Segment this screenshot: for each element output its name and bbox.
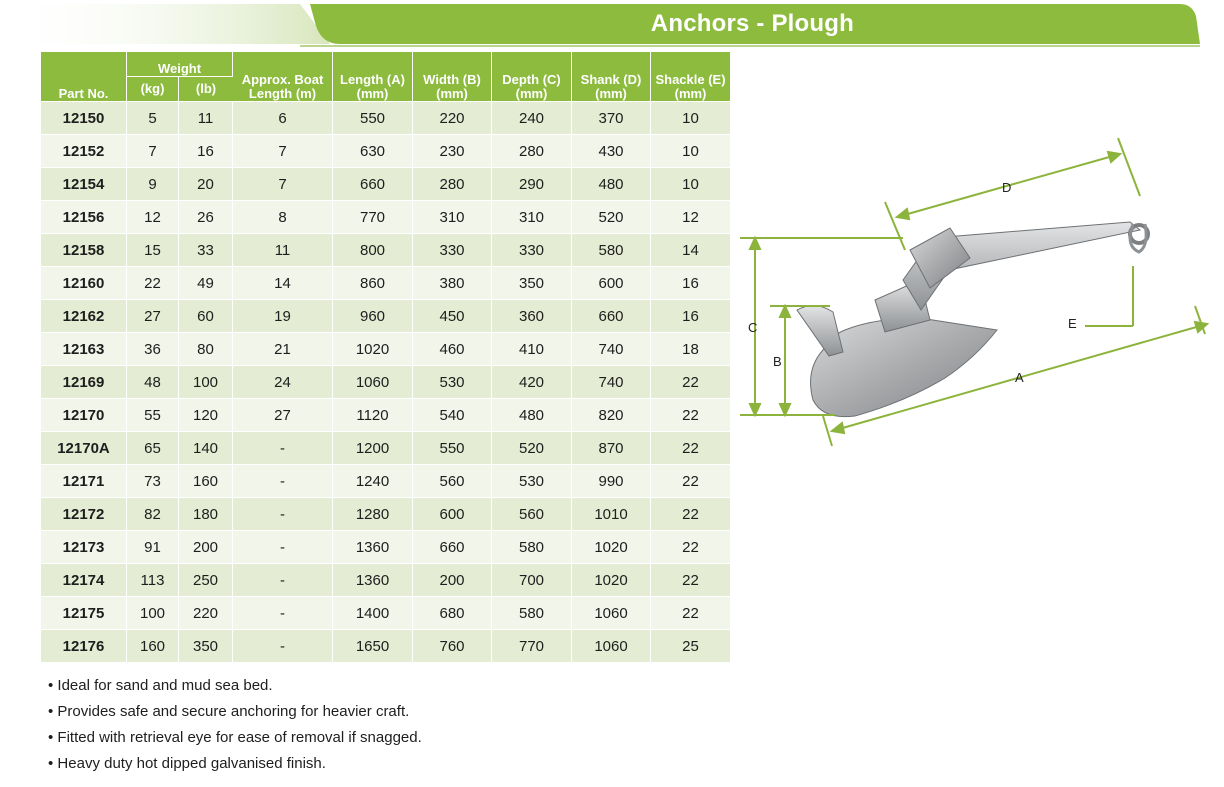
cell-length-a: 1120 [333,398,413,431]
cell-shank-d: 820 [572,398,651,431]
table-row [41,596,730,629]
cell-length-a: 1020 [333,332,413,365]
cell-shackle-e: 10 [651,101,730,134]
table-row [41,332,730,365]
cell-depth-c: 410 [492,332,572,365]
cell-weight-kg: 65 [127,431,179,464]
cell-weight-kg: 100 [127,596,179,629]
cell-boat-length: 14 [233,266,333,299]
cell-depth-c: 330 [492,233,572,266]
cell-shank-d: 520 [572,200,651,233]
cell-weight-kg: 73 [127,464,179,497]
cell-shackle-e: 14 [651,233,730,266]
cell-boat-length: 21 [233,332,333,365]
cell-boat-length: 8 [233,200,333,233]
cell-width-b: 280 [413,167,492,200]
header-width-line2: (mm) [436,86,468,101]
header-boat-line2: Length (m) [248,86,317,101]
header-depth [492,52,572,101]
cell-depth-c: 520 [492,431,572,464]
cell-weight-lb: 33 [179,233,233,266]
cell-depth-c: 580 [492,530,572,563]
cell-length-a: 1200 [333,431,413,464]
cell-part-no: 12158 [41,233,127,266]
cell-part-no: 12170 [41,398,127,431]
cell-depth-c: 580 [492,596,572,629]
cell-weight-kg: 5 [127,101,179,134]
cell-boat-length: - [233,464,333,497]
cell-width-b: 450 [413,299,492,332]
feature-item: • Provides safe and secure anchoring for heavier craft. [48,703,422,729]
cell-boat-length: - [233,596,333,629]
table-row [41,233,730,266]
table-row [41,266,730,299]
banner-shape [0,0,1224,48]
cell-boat-length: 19 [233,299,333,332]
header-shank [572,52,651,101]
cell-weight-kg: 91 [127,530,179,563]
header-shank-line1: Shank (D) [580,72,642,87]
header-length-line2: (mm) [356,86,389,101]
cell-weight-lb: 26 [179,200,233,233]
cell-part-no: 12154 [41,167,127,200]
cell-depth-c: 420 [492,365,572,398]
cell-shank-d: 1020 [572,563,651,596]
header-part-no: Part No. [41,52,127,101]
cell-depth-c: 700 [492,563,572,596]
cell-depth-c: 240 [492,101,572,134]
cell-boat-length: 11 [233,233,333,266]
cell-shackle-e: 18 [651,332,730,365]
cell-shackle-e: 22 [651,431,730,464]
cell-depth-c: 530 [492,464,572,497]
cell-width-b: 460 [413,332,492,365]
cell-part-no: 12156 [41,200,127,233]
cell-weight-lb: 80 [179,332,233,365]
cell-boat-length: 7 [233,167,333,200]
label-e: E [1068,316,1077,331]
cell-shackle-e: 22 [651,530,730,563]
cell-width-b: 530 [413,365,492,398]
cell-shackle-e: 25 [651,629,730,662]
cell-depth-c: 770 [492,629,572,662]
cell-shank-d: 1060 [572,629,651,662]
label-b: B [773,354,782,369]
cell-weight-lb: 250 [179,563,233,596]
cell-width-b: 540 [413,398,492,431]
cell-shackle-e: 16 [651,266,730,299]
cell-part-no: 12172 [41,497,127,530]
cell-depth-c: 280 [492,134,572,167]
cell-weight-lb: 49 [179,266,233,299]
cell-width-b: 220 [413,101,492,134]
table-row [41,134,730,167]
table-row [41,200,730,233]
cell-depth-c: 360 [492,299,572,332]
cell-boat-length: - [233,629,333,662]
cell-shank-d: 1060 [572,596,651,629]
cell-shank-d: 1010 [572,497,651,530]
cell-length-a: 960 [333,299,413,332]
cell-weight-lb: 11 [179,101,233,134]
cell-shackle-e: 16 [651,299,730,332]
cell-weight-lb: 220 [179,596,233,629]
feature-item: • Heavy duty hot dipped galvanised finish. [48,755,422,781]
cell-boat-length: - [233,530,333,563]
anchor-spec-table [41,52,730,662]
cell-part-no: 12163 [41,332,127,365]
cell-boat-length: 7 [233,134,333,167]
cell-width-b: 230 [413,134,492,167]
table-row [41,398,730,431]
cell-weight-lb: 140 [179,431,233,464]
cell-boat-length: - [233,563,333,596]
cell-weight-lb: 200 [179,530,233,563]
cell-length-a: 1240 [333,464,413,497]
cell-shank-d: 600 [572,266,651,299]
cell-weight-kg: 22 [127,266,179,299]
cell-shank-d: 870 [572,431,651,464]
table-row [41,464,730,497]
cell-part-no: 12175 [41,596,127,629]
cell-shank-d: 430 [572,134,651,167]
cell-shackle-e: 22 [651,464,730,497]
cell-boat-length: 24 [233,365,333,398]
cell-part-no: 12173 [41,530,127,563]
cell-boat-length: - [233,497,333,530]
header-length-line1: Length (A) [340,72,405,87]
header-boat-length [233,52,333,101]
cell-weight-lb: 350 [179,629,233,662]
cell-length-a: 550 [333,101,413,134]
cell-shackle-e: 22 [651,398,730,431]
cell-width-b: 200 [413,563,492,596]
cell-width-b: 560 [413,464,492,497]
cell-shackle-e: 12 [651,200,730,233]
cell-length-a: 660 [333,167,413,200]
cell-shackle-e: 10 [651,134,730,167]
cell-weight-kg: 82 [127,497,179,530]
cell-weight-kg: 160 [127,629,179,662]
cell-weight-kg: 15 [127,233,179,266]
table-row [41,299,730,332]
header-shank-line2: (mm) [595,86,627,101]
cell-weight-lb: 60 [179,299,233,332]
cell-width-b: 550 [413,431,492,464]
table-header [41,52,730,101]
cell-width-b: 380 [413,266,492,299]
cell-shank-d: 480 [572,167,651,200]
cell-part-no: 12174 [41,563,127,596]
anchor-illustration [735,120,1224,460]
cell-boat-length: - [233,431,333,464]
cell-weight-kg: 27 [127,299,179,332]
title-banner [0,0,1224,48]
cell-length-a: 1400 [333,596,413,629]
cell-depth-c: 350 [492,266,572,299]
table-row [41,563,730,596]
header-depth-line1: Depth (C) [502,72,561,87]
header-kg: (kg) [127,76,179,101]
cell-depth-c: 560 [492,497,572,530]
table-row [41,365,730,398]
cell-length-a: 1060 [333,365,413,398]
header-depth-line2: (mm) [515,86,548,101]
header-shackle-line1: Shackle (E) [655,72,726,87]
cell-part-no: 12162 [41,299,127,332]
header-length [333,52,413,101]
label-c: C [748,320,758,335]
cell-width-b: 680 [413,596,492,629]
cell-part-no: 12170A [41,431,127,464]
cell-shank-d: 580 [572,233,651,266]
feature-item: • Ideal for sand and mud sea bed. [48,677,422,703]
cell-weight-kg: 9 [127,167,179,200]
cell-weight-lb: 120 [179,398,233,431]
cell-weight-kg: 7 [127,134,179,167]
cell-shackle-e: 22 [651,365,730,398]
cell-length-a: 860 [333,266,413,299]
cell-weight-kg: 113 [127,563,179,596]
cell-shackle-e: 22 [651,563,730,596]
header-weight: Weight [127,52,233,76]
header-width-line1: Width (B) [423,72,481,87]
header-lb: (lb) [179,76,233,101]
cell-depth-c: 310 [492,200,572,233]
cell-weight-lb: 100 [179,365,233,398]
table-row [41,101,730,134]
cell-length-a: 770 [333,200,413,233]
table-row [41,497,730,530]
cell-width-b: 600 [413,497,492,530]
cell-boat-length: 27 [233,398,333,431]
cell-weight-kg: 48 [127,365,179,398]
header-shackle [651,52,730,101]
cell-part-no: 12169 [41,365,127,398]
cell-part-no: 12171 [41,464,127,497]
header-width [413,52,492,101]
table-row [41,167,730,200]
cell-part-no: 12150 [41,101,127,134]
cell-length-a: 1650 [333,629,413,662]
cell-shank-d: 370 [572,101,651,134]
cell-length-a: 800 [333,233,413,266]
table-body [41,101,730,662]
label-d: D [1002,180,1012,195]
cell-width-b: 330 [413,233,492,266]
cell-length-a: 630 [333,134,413,167]
cell-part-no: 12176 [41,629,127,662]
cell-weight-lb: 160 [179,464,233,497]
feature-list [48,677,422,781]
cell-shank-d: 740 [572,332,651,365]
header-shackle-line2: (mm) [674,86,707,101]
cell-weight-kg: 36 [127,332,179,365]
cell-shank-d: 990 [572,464,651,497]
header-boat-line1: Approx. Boat [241,72,324,87]
cell-weight-kg: 12 [127,200,179,233]
cell-width-b: 310 [413,200,492,233]
cell-width-b: 760 [413,629,492,662]
cell-boat-length: 6 [233,101,333,134]
cell-shackle-e: 22 [651,497,730,530]
cell-length-a: 1360 [333,563,413,596]
page-title: Anchors - Plough [650,10,854,37]
anchor-diagram [735,120,1224,460]
cell-weight-lb: 180 [179,497,233,530]
cell-length-a: 1360 [333,530,413,563]
cell-shank-d: 660 [572,299,651,332]
cell-width-b: 660 [413,530,492,563]
cell-shackle-e: 22 [651,596,730,629]
feature-item: • Fitted with retrieval eye for ease of removal if snagged. [48,729,422,755]
cell-shank-d: 1020 [572,530,651,563]
cell-shackle-e: 10 [651,167,730,200]
label-a: A [1015,370,1024,385]
table-row [41,629,730,662]
cell-weight-lb: 16 [179,134,233,167]
cell-part-no: 12152 [41,134,127,167]
table-row [41,530,730,563]
cell-weight-kg: 55 [127,398,179,431]
table-row [41,431,730,464]
cell-depth-c: 480 [492,398,572,431]
cell-shank-d: 740 [572,365,651,398]
cell-weight-lb: 20 [179,167,233,200]
cell-length-a: 1280 [333,497,413,530]
cell-part-no: 12160 [41,266,127,299]
cell-depth-c: 290 [492,167,572,200]
